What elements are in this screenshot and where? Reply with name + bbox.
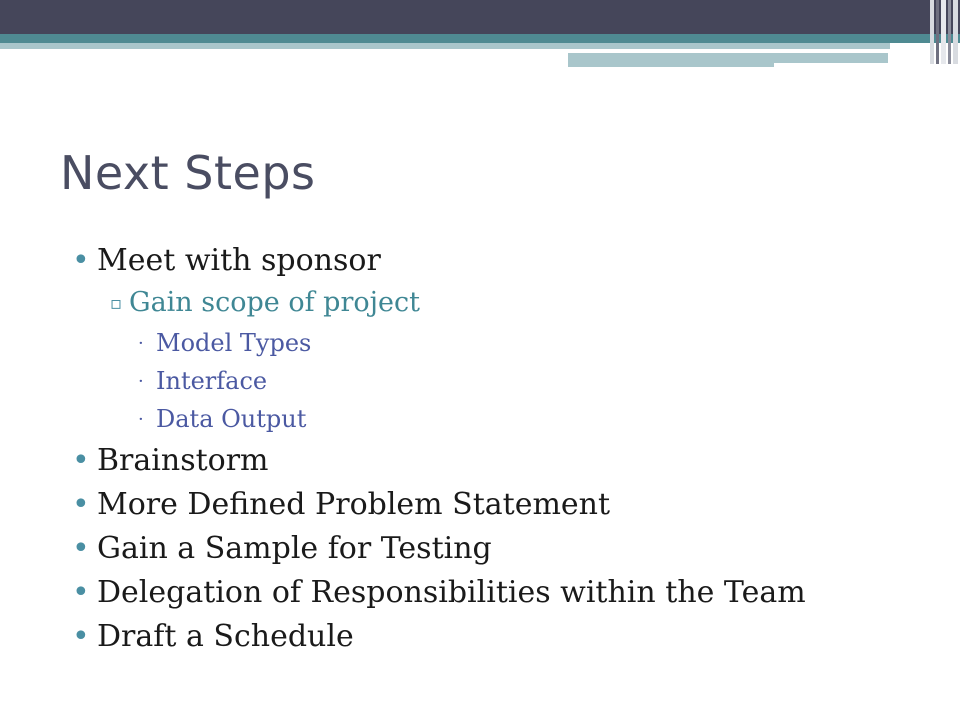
dot-bullet-icon: • bbox=[72, 487, 90, 522]
sub-sub-bullet-text: Data Output bbox=[156, 405, 307, 433]
header-divider-line bbox=[570, 50, 890, 52]
header-light-bar-shorter bbox=[568, 63, 774, 67]
header-light-bar-short bbox=[568, 53, 888, 63]
header-light-bar bbox=[0, 43, 890, 49]
dot-bullet-icon: • bbox=[72, 619, 90, 654]
bullet-text: Delegation of Responsibilities within the Team bbox=[97, 575, 806, 610]
hollow-square-bullet-icon: ▫ bbox=[110, 293, 123, 314]
header-teal-bar bbox=[0, 34, 960, 43]
dot-bullet-icon: • bbox=[72, 443, 90, 478]
bullet-text: Brainstorm bbox=[97, 443, 269, 478]
bullet-text: Meet with sponsor bbox=[97, 243, 381, 278]
sub-bullet-text: Gain scope of project bbox=[129, 287, 420, 318]
small-dot-bullet-icon: · bbox=[138, 371, 144, 392]
header-dark-bar bbox=[0, 0, 960, 34]
sub-sub-bullet-text: Interface bbox=[156, 367, 268, 395]
bullet-text: Gain a Sample for Testing bbox=[97, 531, 492, 566]
bullet-text: More Defined Problem Statement bbox=[97, 487, 611, 522]
slide-title: Next Steps bbox=[60, 146, 316, 200]
bullet-text: Draft a Schedule bbox=[97, 619, 354, 654]
small-dot-bullet-icon: · bbox=[138, 333, 144, 354]
header-vertical-stripes bbox=[928, 0, 960, 64]
dot-bullet-icon: • bbox=[72, 575, 90, 610]
small-dot-bullet-icon: · bbox=[138, 409, 144, 430]
dot-bullet-icon: • bbox=[72, 243, 90, 278]
sub-sub-bullet-text: Model Types bbox=[156, 329, 312, 357]
dot-bullet-icon: • bbox=[72, 531, 90, 566]
